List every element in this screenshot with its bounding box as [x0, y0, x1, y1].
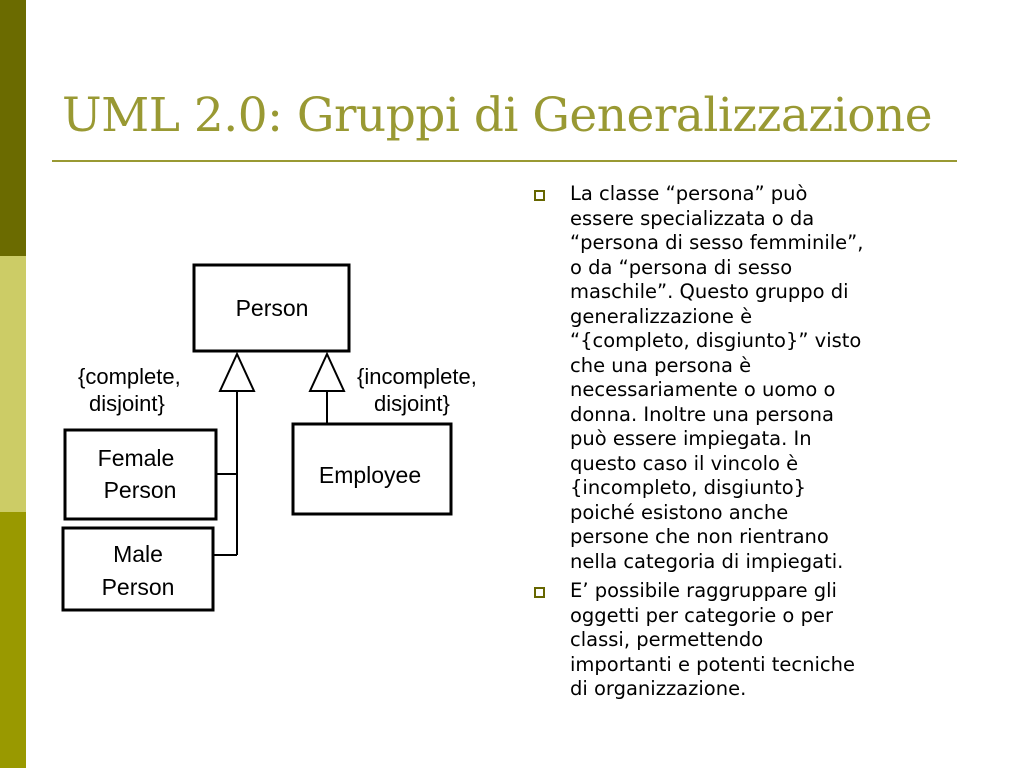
constraint-left-line2: disjoint} [89, 391, 165, 416]
female-person-class-box [65, 430, 216, 519]
constraint-left-line1: {complete, [78, 364, 181, 389]
bullet-text: La classe “persona” può essere specializzata o da “persona di sesso femminile”, o da “persona di sesso maschile”. Questo gruppo di generalizzazione è “{completo, disgiunto}” visto che una persona è necessariamente o uomo o donna. Inoltre una persona può essere impiegata. In questo caso il vincolo è {incompleto, disgiunto} poiché esistono anche persone che non rientrano nella categoria di impiegati. [570, 182, 864, 573]
employee-class-name: Employee [318, 462, 422, 488]
generalization-triangle-right [310, 354, 344, 391]
generalization-triangle-left [220, 354, 254, 391]
slide-title: UML 2.0: Gruppi di Generalizzazione [62, 88, 933, 143]
bullet-item [533, 182, 973, 574]
square-bullet-icon [534, 587, 545, 598]
female-person-name-line2: Person [103, 477, 177, 503]
male-person-name-line1: Male [113, 541, 163, 567]
bullet-item [533, 579, 973, 702]
constraint-right-line2: disjoint} [374, 391, 450, 416]
male-person-name-line2: Person [101, 574, 175, 600]
person-class-name: Person [235, 295, 309, 321]
constraint-right-line1: {incomplete, [357, 364, 477, 389]
bullet-text: E’ possibile raggruppare gli oggetti per categorie o per classi, permettendo importanti e potenti tecniche di organizzazione. [570, 579, 855, 700]
square-bullet-icon [534, 190, 545, 201]
female-person-name-line1: Female [97, 445, 175, 471]
bullet-list [533, 182, 973, 707]
